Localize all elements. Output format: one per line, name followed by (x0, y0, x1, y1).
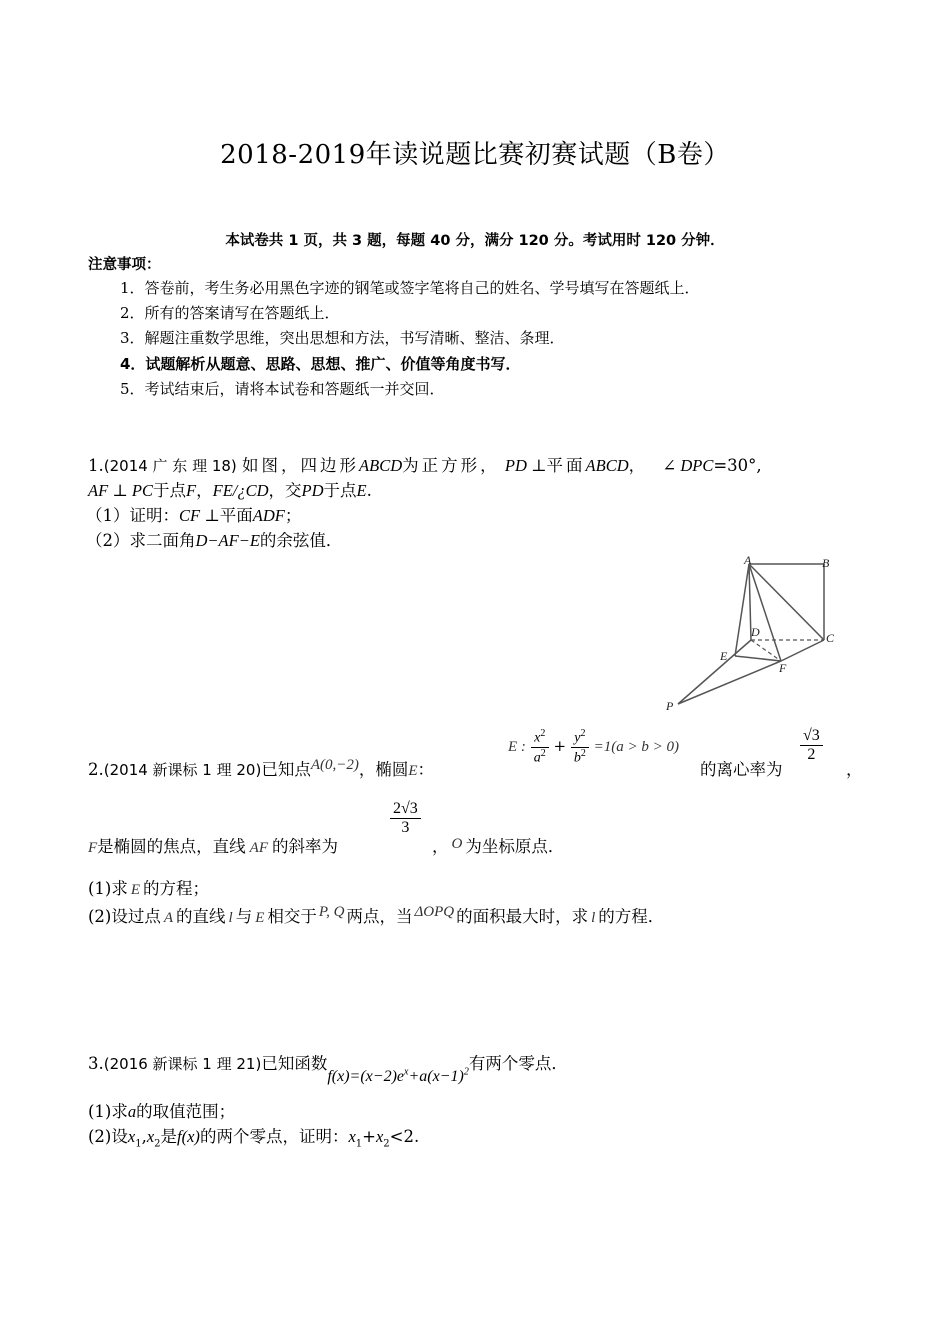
q2-f-label: F (88, 840, 98, 856)
q1-part2-label: （2）求二面角 (86, 531, 196, 550)
q3-plus: + (362, 1127, 376, 1146)
q1-part1-adf: ADF (252, 506, 285, 525)
q3-exp-x: x (404, 1066, 409, 1078)
q2-part2-A: A (163, 910, 174, 926)
q2-l1: l (228, 910, 233, 926)
q2-frac2-num: y (574, 730, 581, 746)
q3-sub1b: 1 (355, 1138, 363, 1150)
q2-slope-num: 2√3 (390, 800, 421, 819)
q2-frac1-num-sq: 2 (540, 728, 546, 739)
q2-af: AF (249, 840, 268, 856)
q2-text-a: 已知点 (261, 760, 311, 779)
q1-angle-value: =30°, (713, 456, 762, 475)
label-f: F (779, 661, 787, 675)
q3-func-b: +a(x−1) (408, 1068, 464, 1085)
q2-part2-c: 与 (235, 907, 253, 926)
q2-point-a: A(0,−2) (310, 757, 359, 773)
q1-pd-perp: PD ⊥ (504, 456, 547, 475)
q3-part2 (88, 1123, 419, 1149)
edge-af (749, 564, 781, 661)
exam-intro: 本试卷共 1 页，共 3 题，每题 40 分，满分 120 分。考试用时 120 分钟． (225, 233, 725, 249)
q2-part1-e: E (130, 882, 141, 898)
q3-lt: <2 (389, 1127, 414, 1146)
q2-frac1-den-sq: 2 (540, 747, 546, 759)
q3-a-var: a (127, 1102, 137, 1121)
q2-opq: ΔOPQ (414, 904, 455, 920)
q1-fe-cd: FE/¿CD (212, 481, 269, 500)
q2-colon: ： (417, 760, 435, 779)
notice-heading: 注意事项： (88, 257, 161, 273)
q3-sub2b: 2 (383, 1138, 390, 1150)
q2-ecc-frac (800, 727, 823, 764)
q3-source: (2016 新课标 1 理 21) (103, 1055, 262, 1073)
q1-part1 (86, 502, 301, 526)
q1-text-c: 平面 (546, 456, 586, 475)
q2-number: 2. (88, 760, 104, 779)
q2-part2-f: 的面积最大时，求 (456, 907, 589, 926)
q1-af-perp: AF ⊥ PC (88, 481, 154, 500)
q3-x2: x (146, 1127, 155, 1146)
q3-sep: , (141, 1127, 147, 1146)
notice-item-5: 5．考试结束后，请将本试卷和答题纸一并交回． (120, 380, 445, 398)
q3-sub1: 1 (135, 1138, 142, 1150)
q1-source: (2014 广 东 理 18) (103, 457, 237, 475)
q1-part1-end: ； (284, 506, 302, 525)
q2-l2: l (591, 910, 596, 926)
q2-line2 (88, 833, 338, 857)
q3-sub2: 2 (154, 1138, 161, 1150)
q2-ellipse-eq (508, 728, 679, 766)
q2-ecc-num: √3 (800, 727, 823, 746)
q3-period: . (414, 1127, 420, 1146)
q2-source: (2014 新课标 1 理 20) (103, 761, 262, 779)
edge-pd (678, 640, 751, 704)
q2-frac1-num: x (534, 730, 541, 746)
edge-fc (781, 640, 824, 661)
q1-abcd2: ABCD (585, 456, 629, 475)
q2-frac2-den-sq: 2 (580, 747, 586, 759)
q1-f: F (186, 481, 197, 500)
q2-text-e: 的斜率为 (272, 837, 338, 856)
edge-pf (678, 661, 781, 704)
q2-pq: P, Q (318, 904, 345, 920)
q2-eq-prefix: E : (508, 739, 526, 756)
q2-e-label: E (408, 763, 418, 779)
q2-o-label: O (451, 836, 463, 852)
edge-ae (735, 564, 749, 656)
q2-part2-d: 相交于 (267, 907, 317, 926)
q3-part1 (88, 1098, 235, 1122)
q1-period: . (366, 481, 372, 500)
q1-part2-text: 的余弦值． (259, 531, 343, 550)
label-c: C (826, 631, 835, 645)
q3-x1b: x (348, 1127, 356, 1146)
label-a: A (744, 553, 752, 567)
q3-text-a: 已知函数 (261, 1054, 328, 1073)
q2-line1 (88, 756, 434, 780)
notice-item-2: 2．所有的答案请写在答题纸上． (120, 304, 340, 322)
q1-text-a: 如图，四边形 (242, 456, 360, 475)
label-b: B (822, 556, 830, 570)
q2-part2-a: (2)设过点 (88, 907, 161, 926)
q1-line1 (88, 452, 762, 476)
q2-frac2-den: b (573, 750, 581, 766)
q2-part2 (88, 903, 664, 927)
q1-abcd: ABCD (359, 456, 403, 475)
q3-function (327, 1068, 468, 1085)
q3-number: 3. (88, 1054, 104, 1073)
q2-part1 (88, 875, 209, 899)
q2-part2-g: 的方程． (598, 907, 665, 926)
q1-figure (660, 552, 840, 717)
q1-part2-math: D−AF−E (195, 531, 260, 550)
q2-slope-frac (390, 800, 421, 837)
q3-x2b: x (375, 1127, 384, 1146)
q2-line2-end (432, 833, 564, 857)
q2-part2-b: 的直线 (176, 907, 226, 926)
label-d: D (751, 625, 760, 639)
q1-pd: PD (301, 481, 324, 500)
page-title: 2018-2019年读说题比赛初赛试题（B卷） (220, 140, 730, 170)
q2-text-d: 是椭圆的焦点，直线 (97, 837, 246, 856)
q2-comma2: ， (432, 837, 449, 856)
q1-line2 (88, 477, 372, 501)
q2-ecc-text: 的离心率为 (700, 760, 783, 779)
q2-eq-suffix: =1(a > b > 0) (593, 739, 679, 756)
q1-part1-math: CF ⊥ (179, 506, 220, 525)
q2-frac1-den: a (533, 750, 541, 766)
q2-frac2-num-sq: 2 (580, 728, 586, 739)
q3-line1 (88, 1050, 568, 1085)
q2-plus: + (553, 737, 567, 756)
q2-comma: ， (846, 760, 863, 779)
q3-x1: x (127, 1127, 136, 1146)
q2-part1-a: (1)求 (88, 879, 128, 898)
q2-text-f: 为坐标原点． (465, 837, 565, 856)
q3-part2-a: (2)设 (88, 1127, 128, 1146)
q1-part1-text: 平面 (219, 506, 253, 525)
q1-number: 1. (88, 456, 104, 475)
q2-part1-b: 的方程； (143, 879, 210, 898)
notice-item-1: 1．答卷前，考生务必用黑色字迹的钢笔或签字笔将自己的姓名、学号填写在答题纸上． (120, 279, 700, 297)
q1-angle: ∠ DPC (662, 456, 714, 475)
q3-part1-b: 的取值范围； (136, 1102, 236, 1121)
q1-part1-label: （1）证明： (86, 506, 179, 525)
q2-part2-E: E (255, 910, 265, 926)
q1-part2 (86, 527, 342, 551)
q1-line2-c: 于点 (323, 481, 357, 500)
q2-text-b: ，椭圆 (358, 760, 409, 779)
q1-comma1: ， (628, 456, 646, 475)
q3-part1-a: (1)求 (88, 1102, 128, 1121)
q3-fx: f(x) (177, 1127, 200, 1146)
q1-line2-a: 于点 (153, 481, 187, 500)
q1-e: E (356, 481, 367, 500)
q3-part2-c: 的两个零点，证明： (199, 1127, 349, 1146)
q1-line2-b: ，交 (268, 481, 302, 500)
notice-item-4: 4．试题解析从题意、思路、思想、推广、价值等角度书写． (120, 355, 521, 373)
q1-comma2: ， (196, 481, 213, 500)
q3-part2-b: 是 (160, 1127, 178, 1146)
label-p: P (666, 699, 674, 713)
q1-text-b: 为正方形， (402, 456, 500, 475)
q2-ecc-den: 2 (807, 746, 816, 763)
notice-item-3: 3．解题注重数学思维，突出思想和方法，书写清晰、整洁、条理． (120, 329, 565, 347)
q3-text-b: 有两个零点． (468, 1054, 568, 1073)
q2-frac-x (531, 728, 549, 766)
edge-ac (749, 564, 824, 640)
q3-sq: 2 (463, 1066, 469, 1078)
label-e: E (720, 649, 728, 663)
q2-frac-y (571, 728, 589, 766)
q2-slope-den: 3 (401, 819, 410, 836)
q2-part2-e: 两点，当 (346, 907, 413, 926)
q3-func: f(x)=(x−2)e (327, 1068, 404, 1085)
